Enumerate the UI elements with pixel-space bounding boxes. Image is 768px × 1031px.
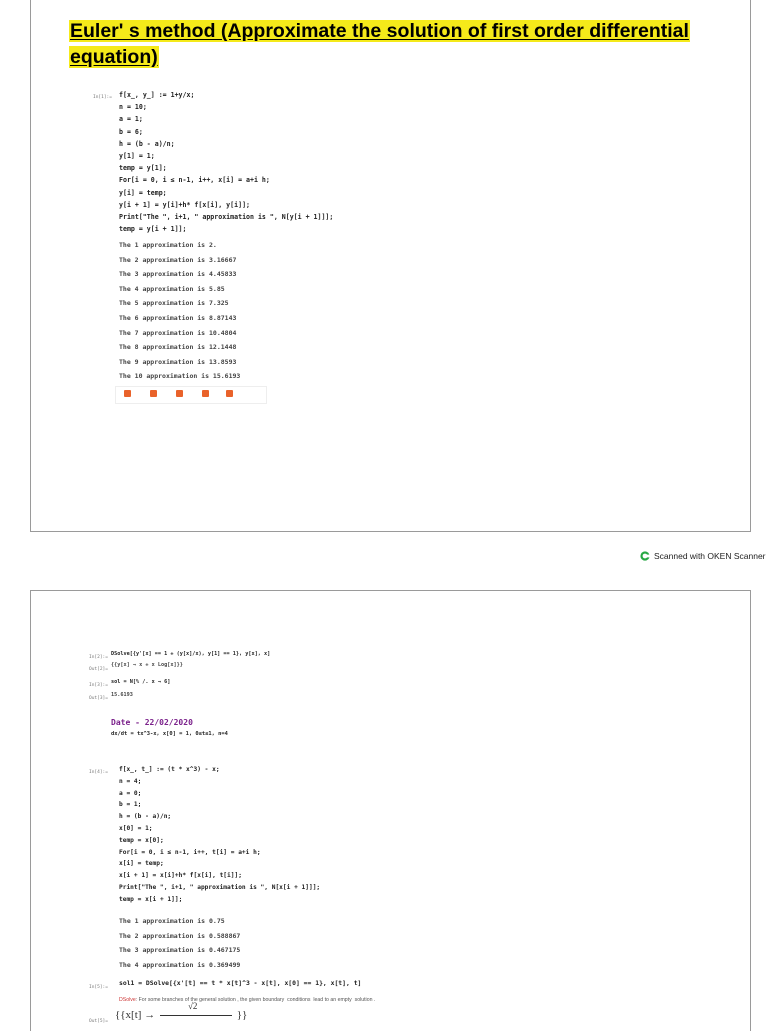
fraction (158, 1001, 234, 1021)
output-line: The 4 approximation is 0.369499 (119, 960, 241, 969)
output-line: The 2 approximation is 3.16667 (119, 255, 237, 264)
code-line: f[x_, y_] := 1+y/x; (119, 91, 195, 99)
input-label: In[3]:= (89, 683, 108, 688)
button-row (115, 386, 267, 404)
final-output (115, 1001, 248, 1021)
scanned-page-2 (30, 590, 751, 1031)
fraction-numerator: √2 (187, 1001, 198, 1012)
output-block (119, 914, 240, 972)
code-line: y[i + 1] = y[i]+h* f[x[i], y[i]]; (119, 200, 251, 209)
input-label: In[2]:= (89, 655, 108, 660)
scanned-page-1 (30, 0, 751, 532)
stop-icon[interactable] (150, 390, 157, 397)
code-line: temp = y[1]; (119, 164, 167, 173)
output-line: The 6 approximation is 8.87143 (119, 313, 237, 322)
code-line: x[i + 1] = x[i]+h* f[x[i], t[i]]; (119, 872, 242, 880)
input-label: In[4]:= (89, 770, 108, 775)
code-line: f[x_, t_] := (t * x^3) - x; (119, 766, 220, 773)
code-line: For[i = 0, i ≤ n-1, i++, t[i] = a+i h; (119, 848, 261, 856)
fraction-bar (160, 1015, 232, 1016)
date-heading: Date - 22/02/2020 (111, 718, 193, 727)
code-block (119, 91, 333, 237)
output-line: The 7 approximation is 10.4804 (119, 328, 237, 337)
sol1-code: sol1 = DSolve[{x'[t] == t * x[t]^3 - x[t], x[0] == 1}, x[t], t] (119, 979, 362, 987)
code-line: h = (b - a)/n; (119, 813, 172, 821)
code-line: Print["The ", i+1, " approximation is ", N[y[i + 1]]]; (119, 212, 334, 221)
scanner-watermark (640, 551, 766, 561)
output-line: The 8 approximation is 12.1448 (119, 343, 237, 352)
output-block (119, 238, 240, 384)
code-line: y[i] = temp; (119, 188, 167, 197)
problem-statement: dx/dt = tx^3-x, x[0] = 1, 0≤t≤1, n=4 (111, 731, 228, 737)
input-label: In[1]:= (93, 95, 112, 100)
code-line: b = 1; (119, 801, 142, 809)
output-line: The 1 approximation is 2. (119, 241, 217, 249)
code-line: b = 6; (119, 127, 143, 136)
scanner-logo-icon (640, 551, 650, 561)
output-line: The 9 approximation is 13.8593 (119, 357, 237, 366)
sol-output: 15.6193 (111, 692, 133, 698)
stop-icon[interactable] (124, 390, 131, 397)
code-line: temp = x[0]; (119, 836, 164, 844)
code-line: n = 4; (119, 777, 142, 785)
dsolve-output: {{y[x] → x + x Log[x]}} (111, 662, 183, 668)
code-line: temp = x[i + 1]]; (119, 895, 183, 903)
dsolve-code: DSolve[{y'[x] == 1 + (y[x]/x), y[1] == 1}, y[x], x] (111, 651, 271, 657)
title-line-1: Euler' s method (Approximate the solution of first order differential (70, 20, 689, 42)
output-line: The 4 approximation is 5.85 (119, 284, 225, 293)
output-label: Out[5]= (89, 1019, 108, 1024)
code-line: a = 1; (119, 115, 143, 124)
code-line: x[i] = temp; (119, 860, 164, 868)
dsolve-message (119, 997, 375, 1003)
code-line: a = 0; (119, 789, 142, 797)
final-output-text: {{x[t] → (115, 1009, 156, 1021)
output-line: The 1 approximation is 0.75 (119, 917, 225, 925)
output-line: The 3 approximation is 4.45833 (119, 270, 237, 279)
code-line: n = 10; (119, 103, 147, 112)
code-line: h = (b - a)/n; (119, 139, 175, 148)
code-line: For[i = 0, i ≤ n-1, i++, x[i] = a+i h; (119, 176, 270, 185)
output-label: Out[2]= (89, 667, 108, 672)
stop-icon[interactable] (202, 390, 209, 397)
stop-icon[interactable] (176, 390, 183, 397)
page-title (69, 18, 690, 70)
title-line-2: equation) (70, 46, 158, 68)
code-block (119, 766, 320, 908)
dsolve-message-head: DSolve (119, 997, 136, 1003)
output-line: The 5 approximation is 7.325 (119, 299, 229, 308)
output-line: The 10 approximation is 15.6193 (119, 372, 241, 381)
sol-code: sol = N[% /. x → 6] (111, 679, 171, 685)
output-line: The 2 approximation is 0.588867 (119, 931, 241, 940)
scanner-text: Scanned with OKEN Scanner (654, 551, 766, 561)
final-output-close: }} (236, 1009, 248, 1021)
code-line: y[1] = 1; (119, 151, 155, 160)
dsolve-message-text: : For some branches of the general solution , the given boundary conditions lead to an empty solution . (135, 997, 376, 1003)
stop-icon[interactable] (226, 390, 233, 397)
code-line: Print["The ", i+1, " approximation is ", N[x[i + 1]]]; (119, 883, 321, 891)
code-line: temp = y[i + 1]]; (119, 225, 187, 234)
code-line: x[0] = 1; (119, 824, 153, 832)
output-label: Out[3]= (89, 696, 108, 701)
output-line: The 3 approximation is 0.467175 (119, 946, 241, 955)
input-label: In[5]:= (89, 985, 108, 990)
